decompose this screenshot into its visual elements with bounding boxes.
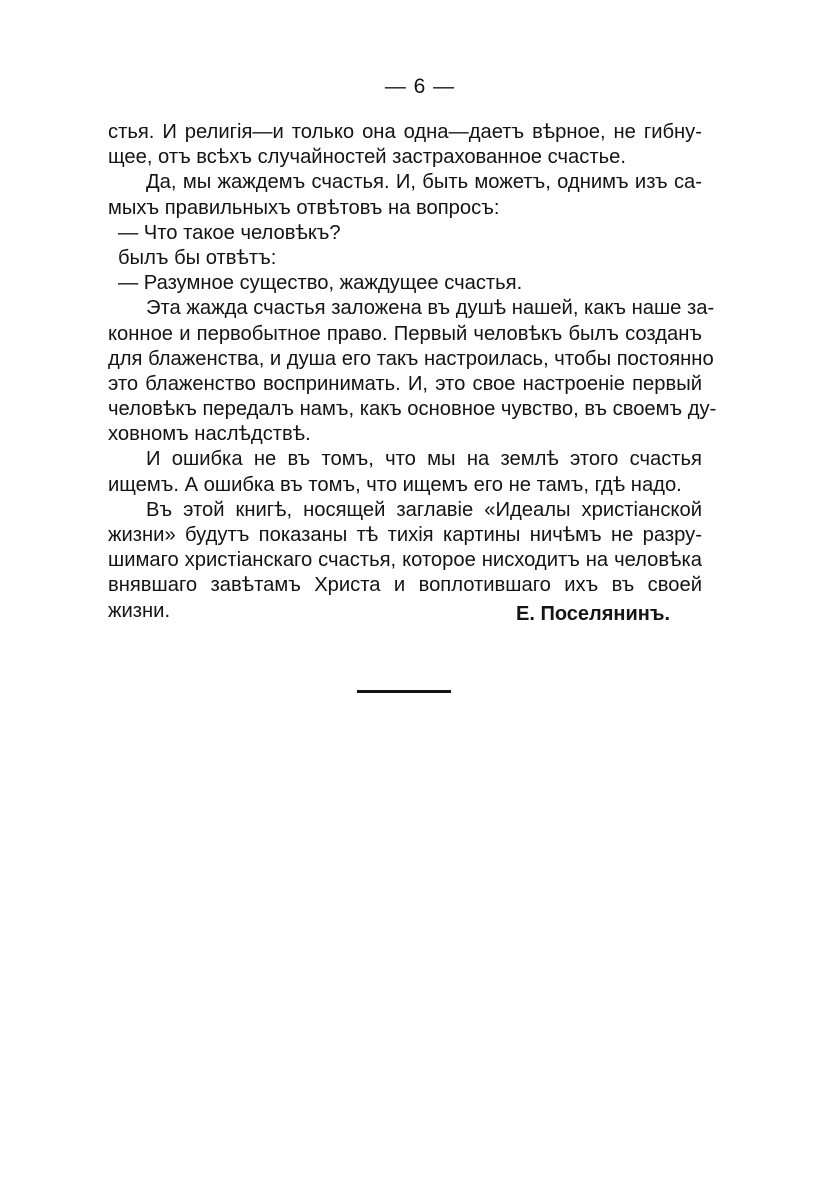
text-line: — Разумное существо, жаждущее счастья. [118, 272, 523, 295]
body-text [108, 120, 717, 624]
closing-rule [357, 690, 451, 693]
text-line: Да, мы жаждемъ счастья. И, быть можетъ, однимъ изъ са- [146, 171, 702, 194]
text-line: стья. И религiя—и только она одна—даетъ вѣрное, не гибну- [108, 121, 702, 143]
page-number: — 6 — [384, 75, 456, 98]
text-line: жизни. [108, 599, 171, 622]
author-signature: Е. Поселянинъ. [516, 603, 670, 625]
text-line: — Что такое человѣкъ? [118, 221, 341, 244]
text-line: жизни» будутъ показаны тѣ тихiя картины ничѣмъ не разру- [108, 524, 702, 546]
text-line: это блаженство воспринимать. И, это свое настроенiе первый [108, 372, 702, 395]
text-line: внявшаго завѣтамъ Христа и воплотившаго ихъ въ своей [108, 574, 702, 597]
text-line: мыхъ правильныхъ отвѣтовъ на вопросъ: [108, 196, 500, 219]
text-line: человѣкъ передалъ намъ, какъ основное чувство, въ своемъ ду- [108, 398, 717, 421]
text-line: ховномъ наслѣдствѣ. [108, 423, 311, 446]
text-line: И ошибка не въ томъ, что мы на землѣ этого счастья [146, 448, 702, 471]
text-line: Въ этой книгѣ, носящей заглавiе «Идеалы христiанской [146, 498, 702, 521]
text-line: щее, отъ всѣхъ случайностей застрахованное счастье. [108, 146, 626, 169]
text-line: Эта жажда счастья заложена въ душѣ нашей, какъ наше за- [146, 297, 715, 320]
text-line: былъ бы отвѣтъ: [118, 246, 277, 269]
text-line: конное и первобытное право. Первый человѣкъ былъ созданъ [108, 322, 702, 345]
text-line: для блаженства, и душа его такъ настроилась, чтобы постоянно [108, 347, 714, 370]
text-line: ищемъ. А ошибка въ томъ, что ищемъ его не тамъ, гдѣ надо. [108, 473, 682, 496]
text-line: шимаго христiанскаго счастья, которое нисходитъ на человѣка [108, 549, 702, 572]
